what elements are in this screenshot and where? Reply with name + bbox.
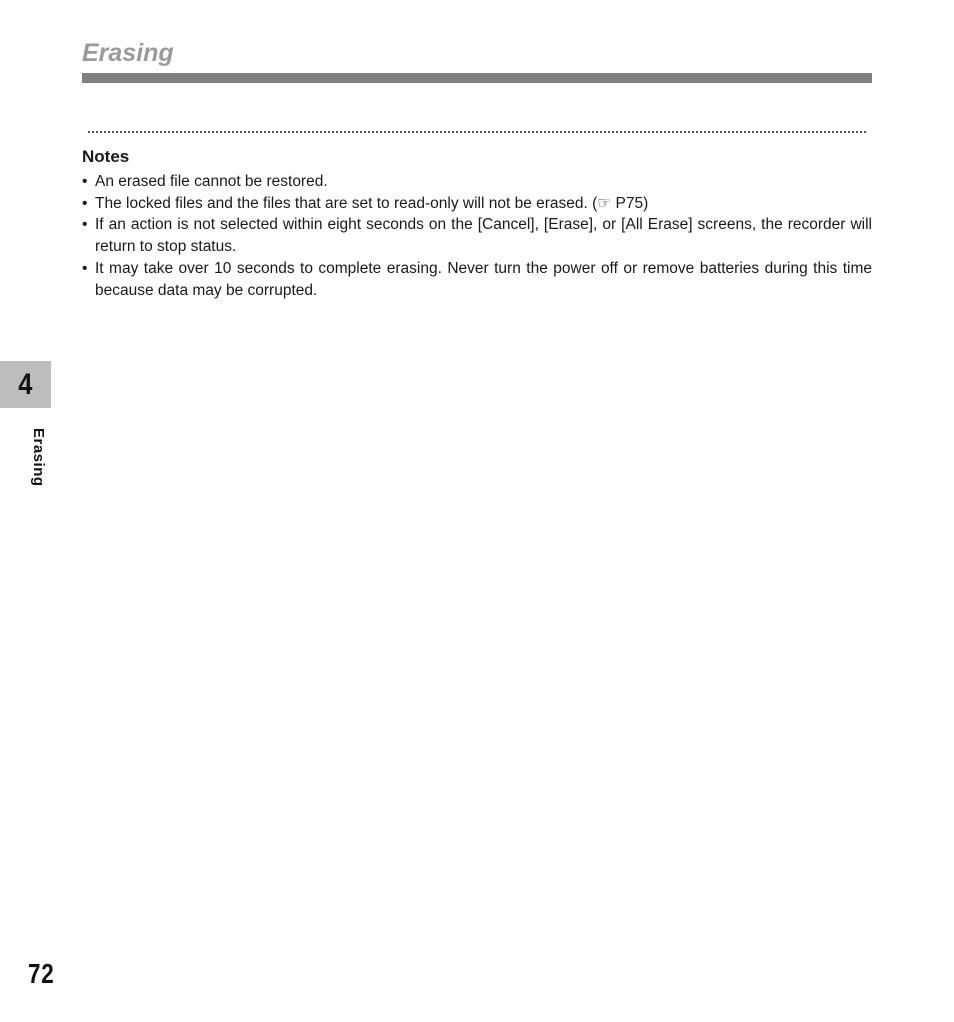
page-number: 72 — [28, 958, 55, 989]
chapter-side-label: Erasing — [30, 428, 47, 487]
note-item — [82, 258, 872, 301]
title-underline-bar — [82, 73, 872, 83]
dotted-divider — [88, 131, 866, 133]
bullet-icon: • — [82, 216, 88, 234]
notes-heading: Notes — [82, 147, 130, 166]
notes-list — [82, 171, 872, 301]
bullet-icon: • — [82, 173, 88, 190]
note-text: It may take over 10 seconds to complete erasing. Never turn the power off or remove batteries during this time because data may be corrupted. — [95, 259, 872, 299]
note-item — [82, 214, 872, 257]
section-title: Erasing — [82, 39, 174, 67]
chapter-tab — [0, 361, 51, 408]
bullet-icon: • — [82, 259, 88, 277]
bullet-icon: • — [82, 194, 88, 212]
note-item — [82, 171, 872, 193]
chapter-number: 4 — [18, 367, 33, 401]
note-text: The locked files and the files that are set to read-only will not be erased. (☞ P75) — [95, 194, 649, 212]
note-text: If an action is not selected within eight seconds on the [Cancel], [Erase], or [All Erase] screens, the recorder will return to stop status. — [95, 216, 872, 256]
note-item — [82, 193, 872, 215]
note-text: An erased file cannot be restored. — [95, 173, 328, 190]
